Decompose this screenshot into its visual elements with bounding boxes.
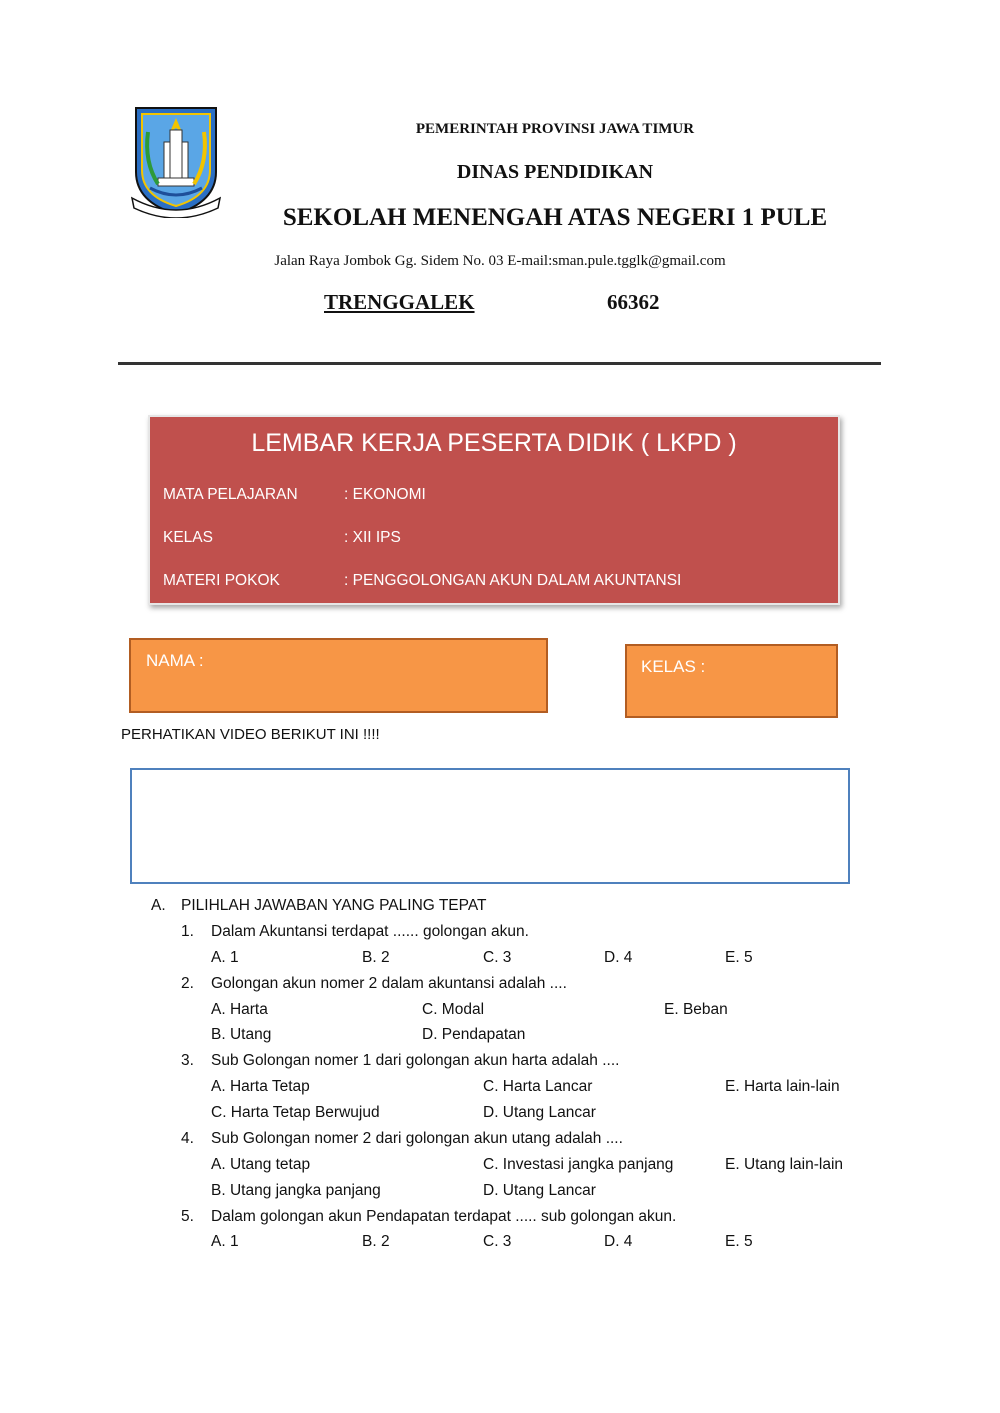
lkpd-row-label: KELAS xyxy=(163,529,213,546)
answer-option[interactable]: C. Modal xyxy=(422,1001,485,1018)
school-address: Jalan Raya Jombok Gg. Sidem No. 03 E-mail:sman.pule.tgglk@gmail.com xyxy=(274,253,726,269)
lkpd-info-box xyxy=(148,415,840,605)
class-label: KELAS : xyxy=(641,657,706,676)
answer-option[interactable]: A. 1 xyxy=(211,1233,239,1250)
answer-option[interactable]: E. Beban xyxy=(664,1001,728,1018)
city-name: TRENGGALEK xyxy=(324,290,475,314)
answer-option[interactable]: C. Investasi jangka panjang xyxy=(483,1156,674,1173)
school-name: SEKOLAH MENENGAH ATAS NEGERI 1 PULE xyxy=(282,204,828,231)
department-name: DINAS PENDIDIKAN xyxy=(456,161,654,183)
lkpd-row-label: MATA PELAJARAN xyxy=(163,486,298,503)
answer-option[interactable]: C. Harta Tetap Berwujud xyxy=(211,1104,380,1121)
question-text: Dalam golongan akun Pendapatan terdapat ..... sub golongan akun. xyxy=(211,1208,677,1225)
question-text: Sub Golongan nomer 2 dari golongan akun utang adalah .... xyxy=(211,1130,623,1147)
question-text: Sub Golongan nomer 1 dari golongan akun harta adalah .... xyxy=(211,1052,620,1069)
question-number: 4. xyxy=(181,1130,194,1147)
name-field[interactable] xyxy=(129,638,548,713)
question-number: 5. xyxy=(181,1208,194,1225)
name-label: NAMA : xyxy=(146,651,204,670)
answer-option[interactable]: D. 4 xyxy=(604,949,633,966)
answer-option[interactable]: D. 4 xyxy=(604,1233,633,1250)
answer-option[interactable]: D. Pendapatan xyxy=(422,1026,526,1043)
lkpd-row-label: MATERI POKOK xyxy=(163,572,280,589)
section-marker: A. xyxy=(151,897,166,914)
lkpd-row-value: : PENGGOLONGAN AKUN DALAM AKUNTANSI xyxy=(344,572,682,589)
answer-option[interactable]: D. Utang Lancar xyxy=(483,1104,596,1121)
answer-option[interactable]: B. Utang xyxy=(211,1026,272,1043)
answer-option[interactable]: B. 2 xyxy=(362,949,390,966)
video-embed[interactable] xyxy=(130,768,850,884)
answer-option[interactable]: A. 1 xyxy=(211,949,239,966)
answer-option[interactable]: D. Utang Lancar xyxy=(483,1182,596,1199)
class-field[interactable] xyxy=(625,644,838,718)
video-instruction: PERHATIKAN VIDEO BERIKUT INI !!!! xyxy=(121,726,380,743)
answer-option[interactable]: C. Harta Lancar xyxy=(483,1078,593,1095)
lkpd-row-value: : XII IPS xyxy=(344,529,401,546)
answer-option[interactable]: A. Utang tetap xyxy=(211,1156,311,1173)
header-divider xyxy=(118,362,881,365)
lkpd-title: LEMBAR KERJA PESERTA DIDIK ( LKPD ) xyxy=(251,429,737,457)
jawa-timur-logo xyxy=(128,102,224,218)
answer-option[interactable]: B. 2 xyxy=(362,1233,390,1250)
answer-option[interactable]: A. Harta Tetap xyxy=(211,1078,310,1095)
question-number: 1. xyxy=(181,923,194,940)
answer-option[interactable]: E. 5 xyxy=(725,1233,753,1250)
answer-option[interactable]: E. Utang lain-lain xyxy=(725,1156,844,1173)
question-number: 2. xyxy=(181,975,194,992)
postal-code: 66362 xyxy=(607,290,660,314)
section-title: PILIHLAH JAWABAN YANG PALING TEPAT xyxy=(181,897,487,914)
question-text: Golongan akun nomer 2 dalam akuntansi adalah .... xyxy=(211,975,567,992)
answer-option[interactable]: A. Harta xyxy=(211,1001,268,1018)
answer-option[interactable]: E. 5 xyxy=(725,949,753,966)
answer-option[interactable]: C. 3 xyxy=(483,949,512,966)
answer-option[interactable]: B. Utang jangka panjang xyxy=(211,1182,381,1199)
government-name: PEMERINTAH PROVINSI JAWA TIMUR xyxy=(415,121,695,137)
answer-option[interactable]: C. 3 xyxy=(483,1233,512,1250)
question-text: Dalam Akuntansi terdapat ...... golongan akun. xyxy=(211,923,529,940)
question-number: 3. xyxy=(181,1052,194,1069)
lkpd-row-value: : EKONOMI xyxy=(344,486,426,503)
answer-option[interactable]: E. Harta lain-lain xyxy=(725,1078,840,1095)
